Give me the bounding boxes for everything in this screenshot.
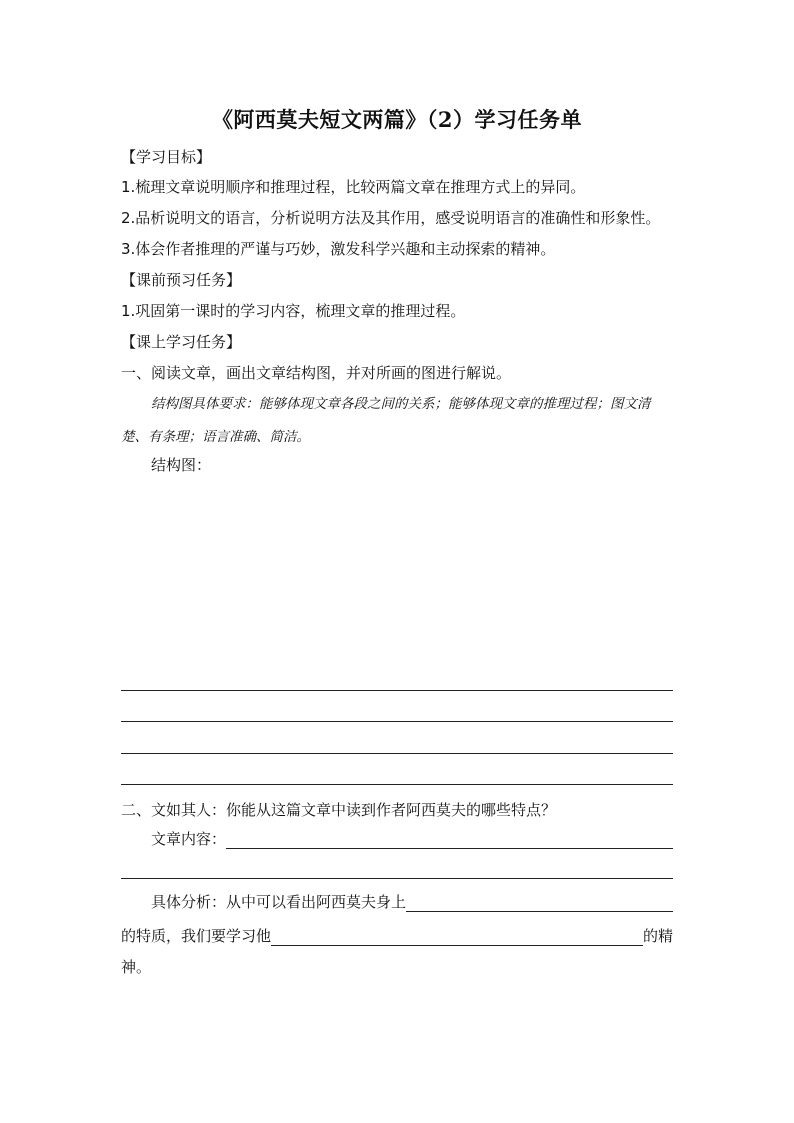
analysis-row xyxy=(121,891,673,912)
content-line-2[interactable] xyxy=(121,878,673,879)
answer-line-4[interactable] xyxy=(121,784,673,785)
spirit-blank[interactable] xyxy=(271,927,643,946)
goals-header: 【学习目标】 xyxy=(121,148,212,166)
goal-item-3: 3.体会作者推理的严谨与巧妙，激发科学兴趣和主动探索的精神。 xyxy=(121,240,556,258)
task-one: 一、阅读文章，画出文章结构图，并对所画的图进行解说。 xyxy=(121,364,512,382)
diagram-label: 结构图： xyxy=(151,456,212,474)
task-two: 二、文如其人：你能从这篇文章中读到作者阿西莫夫的哪些特点？ xyxy=(121,801,557,819)
trait-blank[interactable] xyxy=(406,893,673,912)
analysis-mid: 的特质，我们要学习他 xyxy=(121,927,272,945)
analysis-end: 的精 xyxy=(642,927,673,945)
class-task-header: 【课上学习任务】 xyxy=(121,333,242,351)
content-blank[interactable] xyxy=(226,830,673,849)
analysis-tail: 神。 xyxy=(121,958,152,976)
answer-line-2[interactable] xyxy=(121,721,673,722)
content-row xyxy=(121,828,673,849)
diagram-requirements: 结构图具体要求：能够体现文章各段之间的关系；能够体现文章的推理过程；图文清楚、有条理；语言准确、简洁。 xyxy=(121,396,651,445)
page-title: 《阿西莫夫短文两篇》（2）学习任务单 xyxy=(211,107,583,132)
content-label: 文章内容： xyxy=(151,830,227,848)
preview-header: 【课前预习任务】 xyxy=(121,271,242,289)
preview-item-1: 1.巩固第一课时的学习内容，梳理文章的推理过程。 xyxy=(121,302,466,320)
answer-line-1[interactable] xyxy=(121,690,673,691)
answer-line-3[interactable] xyxy=(121,753,673,754)
goal-item-1: 1.梳理文章说明顺序和推理过程，比较两篇文章在推理方式上的异同。 xyxy=(121,178,586,196)
goal-item-2: 2.品析说明文的语言，分析说明方法及其作用，感受说明语言的准确性和形象性。 xyxy=(121,209,661,227)
analysis-row-2 xyxy=(121,925,673,946)
analysis-prefix: 具体分析：从中可以看出阿西莫夫身上 xyxy=(151,893,407,911)
